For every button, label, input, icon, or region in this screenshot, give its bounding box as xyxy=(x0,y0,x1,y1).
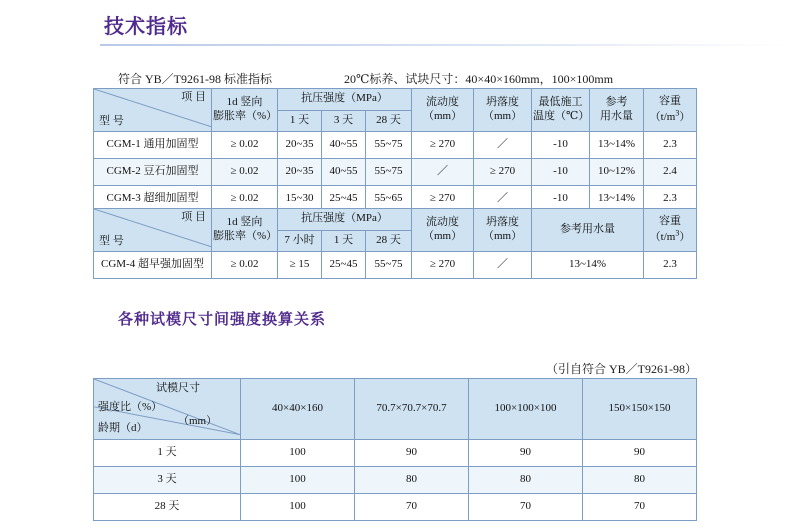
corner-middle-label: 强度比（%） xyxy=(98,401,163,413)
cell-model: CGM-1 通用加固型 xyxy=(94,132,212,159)
cell-age: 1 天 xyxy=(94,440,241,467)
cell-temp: -10 xyxy=(532,159,590,186)
corner-unit-label: （mm） xyxy=(178,415,218,427)
table-row xyxy=(94,132,697,159)
cell-expansion: ≥ 0.02 xyxy=(212,159,278,186)
cell-value: 90 xyxy=(583,440,697,467)
cell-value: 70 xyxy=(583,494,697,521)
cell-age: 3 天 xyxy=(94,467,241,494)
source-caption: （引自符合 YB／T9261-98） xyxy=(546,362,697,376)
header-size-707: 70.7×70.7×70.7 xyxy=(355,379,469,440)
cell-value: 100 xyxy=(241,467,355,494)
cell-strength-3d: 25~45 xyxy=(322,186,366,213)
table-row xyxy=(94,467,697,494)
conversion-table xyxy=(93,378,697,521)
section-title-conversion: 各种试模尺寸间强度换算关系 xyxy=(118,311,327,328)
header-min-temp: 最低施工 温度（℃） xyxy=(532,89,590,132)
header-strength-1d: 1 天 xyxy=(322,230,366,252)
corner-bottom-label: 龄期（d） xyxy=(98,422,148,435)
table-header-row xyxy=(94,89,697,111)
cell-strength-7h: ≥ 15 xyxy=(278,252,322,279)
cell-value: 90 xyxy=(355,440,469,467)
header-expansion: 1d 竖向 膨胀率（%） xyxy=(212,209,278,252)
page-title: 技术指标 xyxy=(104,16,188,38)
cell-value: 70 xyxy=(355,494,469,521)
cell-strength-1d: 20~35 xyxy=(278,159,322,186)
cell-value: 100 xyxy=(241,440,355,467)
title-divider xyxy=(100,44,789,46)
cell-model: CGM-4 超早强加固型 xyxy=(94,252,212,279)
cell-slump: ／ xyxy=(474,132,532,159)
cell-water: 13~14% xyxy=(590,132,644,159)
cell-strength-3d: 40~55 xyxy=(322,159,366,186)
cell-density: 2.3 xyxy=(644,252,697,279)
cell-strength-1d: 20~35 xyxy=(278,132,322,159)
spec-table-1 xyxy=(93,88,697,213)
header-water: 参考用水量 xyxy=(532,209,644,252)
cell-density: 2.3 xyxy=(644,186,697,213)
cell-value: 80 xyxy=(355,467,469,494)
cell-flow: ／ xyxy=(412,159,474,186)
table-header-row xyxy=(94,209,697,231)
cell-age: 28 天 xyxy=(94,494,241,521)
header-water: 参考 用水量 xyxy=(590,89,644,132)
header-strength: 抗压强度（MPa） xyxy=(278,89,412,111)
cell-water: 13~14% xyxy=(532,252,644,279)
cell-density: 2.3 xyxy=(644,132,697,159)
header-slump: 坍落度 （mm） xyxy=(474,209,532,252)
cell-temp: -10 xyxy=(532,132,590,159)
table-row xyxy=(94,159,697,186)
standard-caption: 符合 YB／T9261-98 标准指标 xyxy=(118,72,272,86)
table-row xyxy=(94,252,697,279)
corner-cell xyxy=(94,209,212,252)
cell-flow: ≥ 270 xyxy=(412,252,474,279)
cell-water: 10~12% xyxy=(590,159,644,186)
table-row xyxy=(94,494,697,521)
cell-value: 100 xyxy=(241,494,355,521)
test-conditions-caption: 20℃标养、试块尺寸：40×40×160mm，100×100mm xyxy=(344,72,614,86)
cell-value: 80 xyxy=(469,467,583,494)
header-strength-7h: 7 小时 xyxy=(278,230,322,252)
cell-density: 2.4 xyxy=(644,159,697,186)
header-strength-28d: 28 天 xyxy=(366,230,412,252)
header-density: 容重 $(t/m^3)$ xyxy=(644,209,697,252)
header-strength-3d: 3 天 xyxy=(322,110,366,132)
table-row xyxy=(94,440,697,467)
cell-strength-1d: 15~30 xyxy=(278,186,322,213)
cell-expansion: ≥ 0.02 xyxy=(212,186,278,213)
cell-strength-28d: 55~75 xyxy=(366,252,412,279)
header-density: 容重 $(t/m^3)$ xyxy=(644,89,697,132)
cell-value: 80 xyxy=(583,467,697,494)
corner-top-label: 项 目 xyxy=(181,211,206,223)
header-size-100: 100×100×100 xyxy=(469,379,583,440)
header-size-40: 40×40×160 xyxy=(241,379,355,440)
cell-slump: ／ xyxy=(474,252,532,279)
cell-water: 13~14% xyxy=(590,186,644,213)
corner-top-label: 试模尺寸 xyxy=(156,382,200,394)
cell-strength-28d: 55~75 xyxy=(366,132,412,159)
cell-flow: ≥ 270 xyxy=(412,132,474,159)
spec-table-2 xyxy=(93,208,697,279)
cell-strength-28d: 55~65 xyxy=(366,186,412,213)
table-header-row xyxy=(94,379,697,440)
corner-bottom-label: 型 号 xyxy=(99,235,124,248)
corner-cell xyxy=(94,89,212,132)
cell-flow: ≥ 270 xyxy=(412,186,474,213)
cell-value: 90 xyxy=(469,440,583,467)
cell-expansion: ≥ 0.02 xyxy=(212,252,278,279)
header-strength: 抗压强度（MPa） xyxy=(278,209,412,231)
cell-temp: -10 xyxy=(532,186,590,213)
header-size-150: 150×150×150 xyxy=(583,379,697,440)
cell-strength-1d: 25~45 xyxy=(322,252,366,279)
cell-value: 70 xyxy=(469,494,583,521)
cell-expansion: ≥ 0.02 xyxy=(212,132,278,159)
header-expansion: 1d 竖向 膨胀率（%） xyxy=(212,89,278,132)
header-strength-28d: 28 天 xyxy=(366,110,412,132)
cell-strength-3d: 40~55 xyxy=(322,132,366,159)
header-flow: 流动度 （mm） xyxy=(412,209,474,252)
corner-bottom-label: 型 号 xyxy=(99,115,124,128)
header-slump: 坍落度 （mm） xyxy=(474,89,532,132)
corner-cell xyxy=(94,379,241,440)
cell-slump: ≥ 270 xyxy=(474,159,532,186)
corner-top-label: 项 目 xyxy=(181,91,206,103)
cell-model: CGM-3 超细加固型 xyxy=(94,186,212,213)
cell-strength-28d: 55~75 xyxy=(366,159,412,186)
header-flow: 流动度 （mm） xyxy=(412,89,474,132)
cell-model: CGM-2 豆石加固型 xyxy=(94,159,212,186)
header-strength-1d: 1 天 xyxy=(278,110,322,132)
cell-slump: ／ xyxy=(474,186,532,213)
